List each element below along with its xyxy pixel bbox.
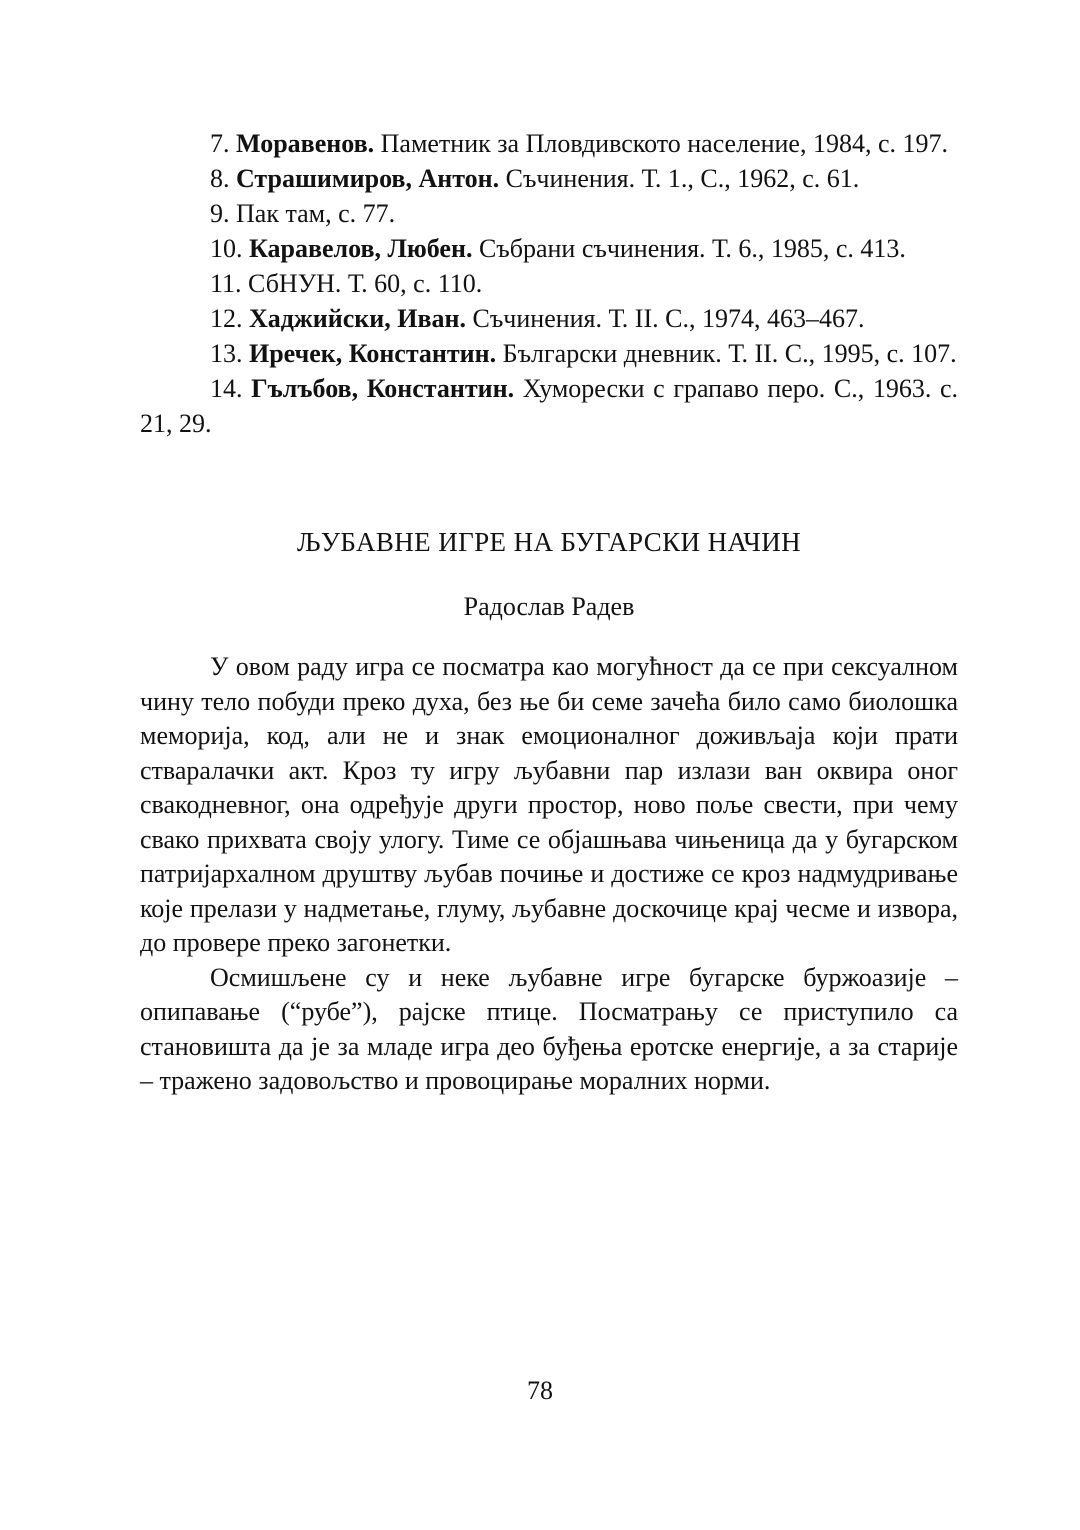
reference-text: Пак там, с. 77. <box>229 199 396 228</box>
reference-item <box>140 161 958 196</box>
reference-author: Иречек, Константин. <box>242 339 497 368</box>
reference-item <box>140 231 958 266</box>
abstract-paragraph: Осмишљене су и неке љубавне игре бугарске буржоазије – опипавање (“рубе”), рајске птице. Посматрању се приступило са становишта да је за младе игра део буђења еротске енергије, а за старије – тражено задовољство и провоцирање моралних норми. <box>140 962 958 1095</box>
reference-text: Хуморески с грапаво перо. С., 1963. с. 21, 29. <box>140 374 958 438</box>
reference-number: 14. <box>210 374 243 403</box>
reference-item <box>140 126 958 161</box>
reference-number: 10. <box>210 234 243 263</box>
reference-number: 9. <box>210 199 230 228</box>
abstract-paragraph: У овом раду игра се посматра као могућност да се при сексуалном чину тело побуди преко духа, без ње би семе зачећа било само биолошка меморија, код, али не и знак емоционалног доживљаја који прати стваралачки акт. Кроз ту игру љубавни пар излази ван оквира оног свакодневног, она одређује други простор, ново поље свести, при чему свако прихвата своју улогу. Тиме се објашњава чињеница да у бугарском патријархалном друштву љубав почиње и достиже се кроз надмудривање које прелази у надметање, глуму, љубавне доскочице крај чесме и извора, до провере преко загонетки. <box>140 652 958 957</box>
reference-author: Гълъбов, Константин. <box>242 374 515 403</box>
reference-item <box>140 301 958 336</box>
reference-author: Хаджийски, Иван. <box>242 304 466 333</box>
reference-author: Страшимиров, Антон. <box>229 164 500 193</box>
reference-text: СбНУН. Т. 60, с. 110. <box>241 269 483 298</box>
reference-item <box>140 266 958 301</box>
reference-text: Съчинения. Т. 1., С., 1962, с. 61. <box>499 164 860 193</box>
reference-number: 7. <box>210 129 230 158</box>
reference-number: 13. <box>210 339 243 368</box>
reference-text: Български дневник. Т. II. С., 1995, с. 107. <box>496 339 957 368</box>
article-title: ЉУБАВНЕ ИГРЕ НА БУГАРСКИ НАЧИН <box>296 527 802 557</box>
reference-number: 8. <box>210 164 230 193</box>
reference-author: Моравенов. <box>229 129 375 158</box>
reference-author: Каравелов, Любен. <box>242 234 473 263</box>
reference-item <box>140 336 958 371</box>
page-number: 78 <box>527 1376 553 1405</box>
article-author: Радослав Радев <box>463 592 635 621</box>
reference-number: 11. <box>210 269 242 298</box>
reference-text: Събрани съчинения. Т. 6., 1985, с. 413. <box>472 234 906 263</box>
reference-item <box>140 371 958 441</box>
reference-list <box>140 126 958 441</box>
reference-number: 12. <box>210 304 243 333</box>
reference-item <box>140 196 958 231</box>
reference-text: Паметник за Пловдивското население, 1984, с. 197. <box>374 129 949 158</box>
reference-text: Съчинения. Т. II. С., 1974, 463–467. <box>466 304 865 333</box>
